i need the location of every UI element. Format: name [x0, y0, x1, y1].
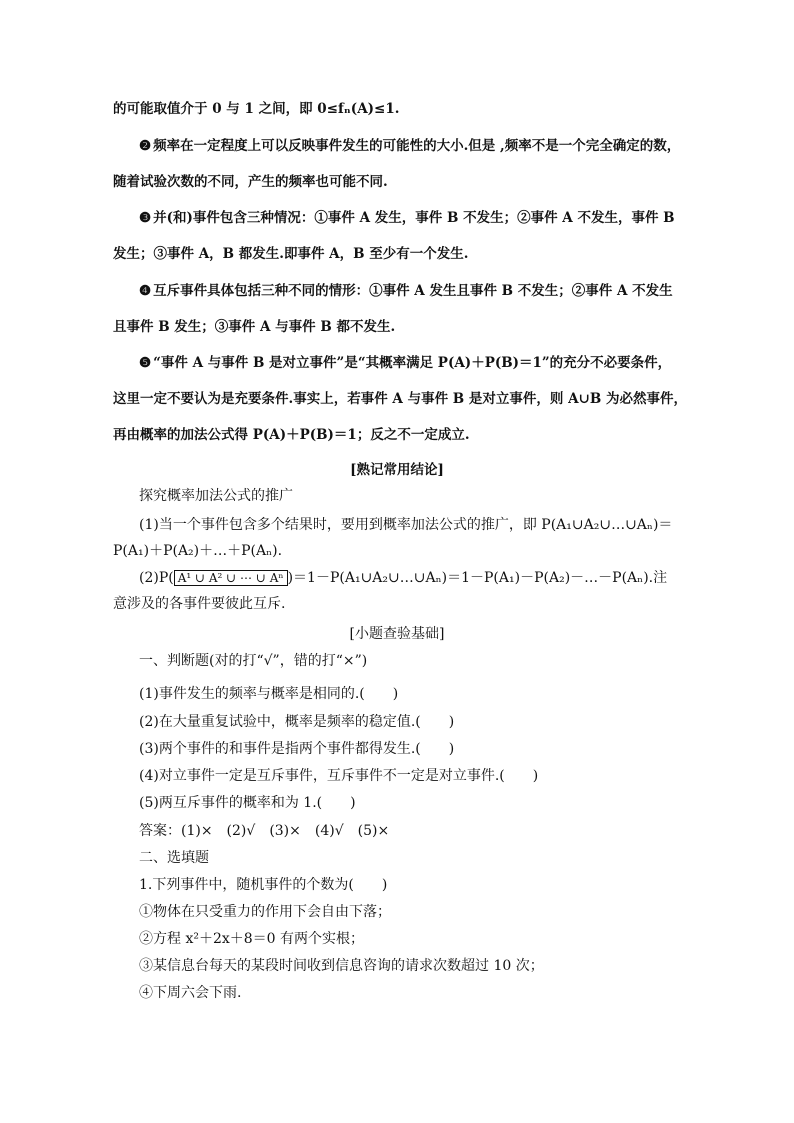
- q1-option-4: ④下周六会下雨.: [139, 985, 242, 1001]
- q1-option-2: ②方程 x²＋2x＋8＝0 有两个实根；: [139, 931, 365, 947]
- part2-heading: 二、选填题: [139, 850, 209, 866]
- judge-item-5: (5)两互斥事件的概率和为 1.( ): [139, 795, 356, 811]
- note4-text: 互斥事件具体包括三种不同的情形：①事件 A 发生且事件 B 不发生；②事件 A 不发生: [153, 283, 673, 299]
- judge-item-3: (3)两个事件的和事件是指两个事件都得发生.( ): [139, 741, 455, 757]
- para1-line1: 的可能取值介于 0 与 1 之间，即 0≤fₙ(A)≤1.: [113, 101, 400, 117]
- judge-item-4: (4)对立事件一定是互斥事件，互斥事件不一定是对立事件.( ): [139, 768, 539, 784]
- note3-text: 并(和)事件包含三种情况：①事件 A 发生，事件 B 不发生；②事件 A 不发生，事件 B: [153, 210, 675, 226]
- note4-line2: 且事件 B 发生；③事件 A 与事件 B 都不发生.: [113, 319, 396, 335]
- note2-mark: ❷: [139, 138, 152, 154]
- note3-line1: [139, 209, 675, 227]
- note2-line1: [139, 137, 680, 155]
- note5-line1: [139, 354, 671, 372]
- note3-mark: ❸: [139, 210, 152, 226]
- note2-line2: 随着试验次数的不同，产生的频率也可能不同.: [113, 174, 388, 190]
- section1-p2-line2: 意涉及的各事件要彼此互斥.: [113, 596, 286, 612]
- question-1: 1.下列事件中，随机事件的个数为( ): [139, 877, 388, 893]
- p2-prefix: (2)P(: [139, 570, 174, 586]
- section2-title: [小题查验基础]: [349, 626, 445, 642]
- judge-item-2: (2)在大量重复试验中，概率是频率的稳定值.( ): [139, 714, 455, 730]
- note5-text: “事件 A 与事件 B 是对立事件”是“其概率满足 P(A)＋P(B)＝1”的充分不必要条件，: [153, 355, 672, 371]
- section1-p1-line2: P(A₁)＋P(A₂)＋…＋P(Aₙ).: [113, 543, 283, 559]
- answer-line: 答案：(1)× (2)√ (3)× (4)√ (5)×: [139, 823, 390, 839]
- section1-p2-line1: [139, 569, 667, 587]
- judge-item-1: (1)事件发生的频率与概率是相同的.( ): [139, 686, 399, 702]
- note4-mark: ❹: [139, 283, 152, 299]
- q1-option-1: ①物体在只受重力的作用下会自由下落；: [139, 904, 391, 920]
- part1-heading: 一、判断题(对的打“√”，错的打“×”): [139, 653, 368, 669]
- note5-line2: 这里一定不要认为是充要条件.事实上，若事件 A 与事件 B 是对立事件，则 A∪B 为必然事件，: [113, 391, 687, 407]
- note4-line1: [139, 282, 673, 300]
- note3-line2: 发生；③事件 A，B 都发生.即事件 A，B 至少有一个发生.: [113, 246, 469, 262]
- p2-boxed-expression: A¹ ∪ A² ∪ ⋯ ∪ Aⁿ: [174, 570, 288, 586]
- q1-option-3: ③某信息台每天的某段时间收到信息咨询的请求次数超过 10 次；: [139, 958, 544, 974]
- section1-subtitle: 探究概率加法公式的推广: [139, 488, 293, 504]
- note5-mark: ❺: [139, 355, 152, 371]
- p2-suffix: )＝1－P(A₁∪A₂∪…∪Aₙ)＝1－P(A₁)－P(A₂)－…－P(Aₙ).注: [287, 570, 668, 586]
- section1-p1-line1: (1)当一个事件包含多个结果时，要用到概率加法公式的推广，即 P(A₁∪A₂∪…∪Aₙ)＝: [139, 517, 673, 533]
- section1-title: [熟记常用结论]: [350, 462, 444, 478]
- note5-line3: 再由概率的加法公式得 P(A)＋P(B)＝1；反之不一定成立.: [113, 427, 470, 443]
- note2-text: 频率在一定程度上可以反映事件发生的可能性的大小.但是 ,频率不是一个完全确定的数，: [153, 138, 681, 154]
